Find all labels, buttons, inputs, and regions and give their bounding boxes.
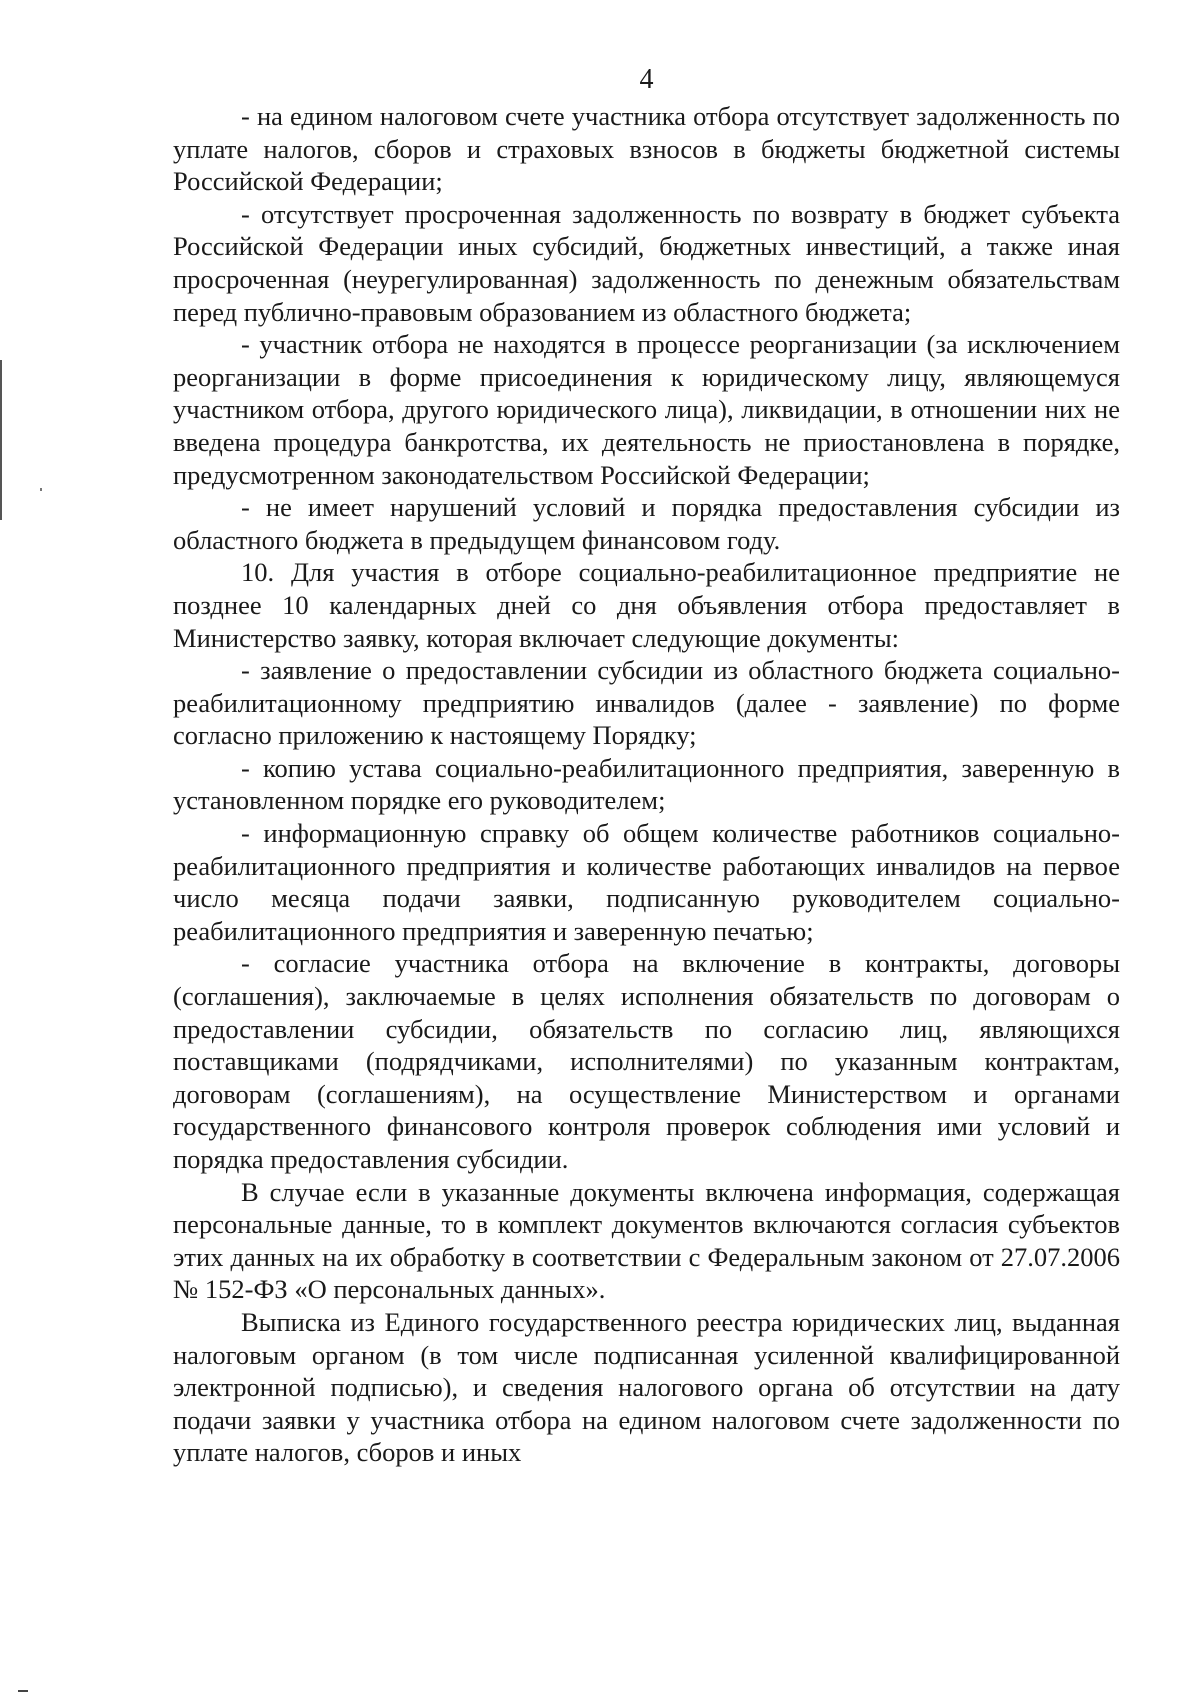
paragraph-consent: - согласие участника отбора на включение в контракты, договоры (соглашения), заключаемые в целях исполнения обязательств по договорам о предоставлении субсидии, обязательств по согласию лиц, являющихся поставщиками (подрядчиками, исполнителями) по указанным контрактам, договорам (соглашениям), на осуществление Министерством и органами государственного финансового контроля проверок соблюдения ими условий и порядка предоставления субсидии. bbox=[173, 948, 1120, 1174]
paragraph-personal-data: В случае если в указанные документы включена информация, содержащая персональные данные, то в комплект документов включаются согласия субъектов этих данных на их обработку в соответствии с Федеральным законом от 27.07.2006 № 152-ФЗ «О персональных данных». bbox=[173, 1176, 1120, 1305]
paragraph-item-10: 10. Для участия в отборе социально-реабилитационное предприятие не позднее 10 календарных дней со дня объявления отбора предоставляет в Министерство заявку, которая включает следующие документы: bbox=[173, 557, 1120, 653]
scan-margin-dot bbox=[40, 488, 42, 491]
paragraph-overdue-debt: - отсутствует просроченная задолженность по возврату в бюджет субъекта Российской Федерации иных субсидий, бюджетных инвестиций, а также иная просроченная (неурегулированная) задолженность по денежным обязательствам перед публично-правовым образованием из областного бюджета; bbox=[173, 198, 1120, 327]
paragraph-charter-copy: - копию устава социально-реабилитационного предприятия, заверенную в установленном порядке его руководителем; bbox=[173, 752, 1120, 816]
scan-corner-mark bbox=[18, 1690, 28, 1692]
scan-margin-line bbox=[0, 360, 2, 520]
paragraph-registry-extract: Выписка из Единого государственного реестра юридических лиц, выданная налоговым органом (в том числе подписанная усиленной квалифицированной электронной подписью), и сведения налогового органа об отсутствии на дату подачи заявки у участника отбора на едином налоговом счете задолженности по уплате налогов, сборов и иных bbox=[173, 1306, 1120, 1468]
paragraph-tax-debt: - на едином налоговом счете участника отбора отсутствует задолженность по уплате налогов, сборов и страховых взносов в бюджеты бюджетной системы Российской Федерации; bbox=[173, 101, 1120, 197]
paragraph-info-certificate: - информационную справку об общем количестве работников социально-реабилитационного предприятия и количестве работающих инвалидов на первое число месяца подачи заявки, подписанную руководителем социально-реабилитационного предприятия и заверенную печатью; bbox=[173, 818, 1120, 946]
page-number: 4 bbox=[639, 64, 654, 95]
document-page bbox=[173, 64, 1120, 1469]
paragraph-reorganization: - участник отбора не находятся в процессе реорганизации (за исключением реорганизации в форме присоединения к юридическому лицу, являющемуся участником отбора, другого юридического лица), ликвидации, в отношении них не введена процедура банкротства, их деятельность не приостановлена в порядке, предусмотренном законодательством Российской Федерации; bbox=[173, 329, 1120, 490]
paragraph-no-violations: - не имеет нарушений условий и порядка предоставления субсидии из областного бюджета в предыдущем финансовом году. bbox=[173, 492, 1120, 555]
paragraph-application: - заявление о предоставлении субсидии из областного бюджета социально-реабилитационному предприятию инвалидов (далее - заявление) по форме согласно приложению к настоящему Порядку; bbox=[173, 655, 1120, 751]
